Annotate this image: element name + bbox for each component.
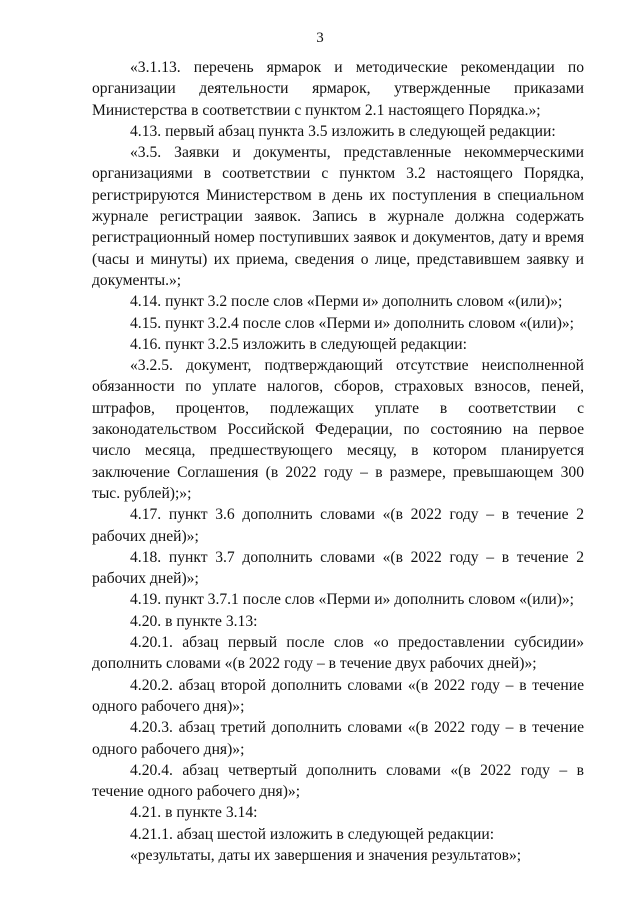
paragraph-4-18: 4.18. пункт 3.7 дополнить словами «(в 2022 году – в течение 2 рабочих дней)»; (92, 548, 584, 588)
paragraph-4-14: 4.14. пункт 3.2 после слов «Перми и» дополнить словом «(или)»; (130, 293, 563, 311)
paragraph-4-20-4: 4.20.4. абзац четвертый дополнить словами «(в 2022 году – в течение одного рабочего дня)»; (92, 761, 584, 801)
paragraph-3-5-text: «3.5. Заявки и документы, представленные некоммерческими организациями в соответствии с пунктом 3.2 настоящего Порядка, регистрируются Министерством в день их поступления в специальном журнале регистрации заявок. Запись в журнале должна содержать регистрационный номер поступивших заявок и документов, дату и время (часы и минуты) их приема, сведения о лице, представившем заявку и документы.»; (92, 144, 584, 289)
paragraph-4-20-3: 4.20.3. абзац третий дополнить словами «(в 2022 году – в течение одного рабочего дня)»; (92, 719, 584, 758)
paragraph-4-16: 4.16. пункт 3.2.5 изложить в следующей редакции: (130, 335, 467, 353)
paragraph-4-17: 4.17. пункт 3.6 дополнить словами «(в 2022 году – в течение 2 рабочих дней)»; (92, 506, 584, 545)
paragraph-4-19: 4.19. пункт 3.7.1 после слов «Перми и» дополнить словом «(или)»; (130, 591, 575, 609)
paragraph-4-20: 4.20. в пункте 3.13: (130, 612, 258, 630)
paragraph-4-21-1: 4.21.1. абзац шестой изложить в следующей редакции: (130, 825, 495, 843)
document-body (92, 57, 584, 866)
paragraph-4-13: 4.13. первый абзац пункта 3.5 изложить в следующей редакции: (130, 122, 556, 140)
paragraph-results-text: «результаты, даты их завершения и значения результатов»; (130, 846, 522, 864)
paragraph-3-2-5-text: «3.2.5. документ, подтверждающий отсутствие неисполненной обязанности по уплате налогов, сборов, страховых взносов, пеней, штрафов, процентов, подлежащих уплате в соответствии с законодательством Российской Федерации, по состоянию на первое число месяца, предшествующего месяцу, в котором планируется заключение Соглашения (в 2022 году – в размере, превышающем 300 тыс. рублей);»; (92, 357, 584, 502)
paragraph-4-20-1: 4.20.1. абзац первый после слов «о предоставлении субсидии» дополнить словами «(в 2022 году – в течение двух рабочих дней)»; (92, 634, 584, 673)
paragraph-4-20-2: 4.20.2. абзац второй дополнить словами «(в 2022 году – в течение одного рабочего дня)»; (92, 676, 584, 715)
page-number: 3 (316, 30, 324, 46)
paragraph-4-15: 4.15. пункт 3.2.4 после слов «Перми и» дополнить словом «(или)»; (130, 314, 575, 332)
paragraph-3-1-13: «3.1.13. перечень ярмарок и методические рекомендации по организации деятельности ярмарок, утвержденные приказами Министерства в соответствии с пунктом 2.1 настоящего Порядка.»; (92, 59, 584, 119)
paragraph-4-21: 4.21. в пункте 3.14: (130, 804, 258, 822)
